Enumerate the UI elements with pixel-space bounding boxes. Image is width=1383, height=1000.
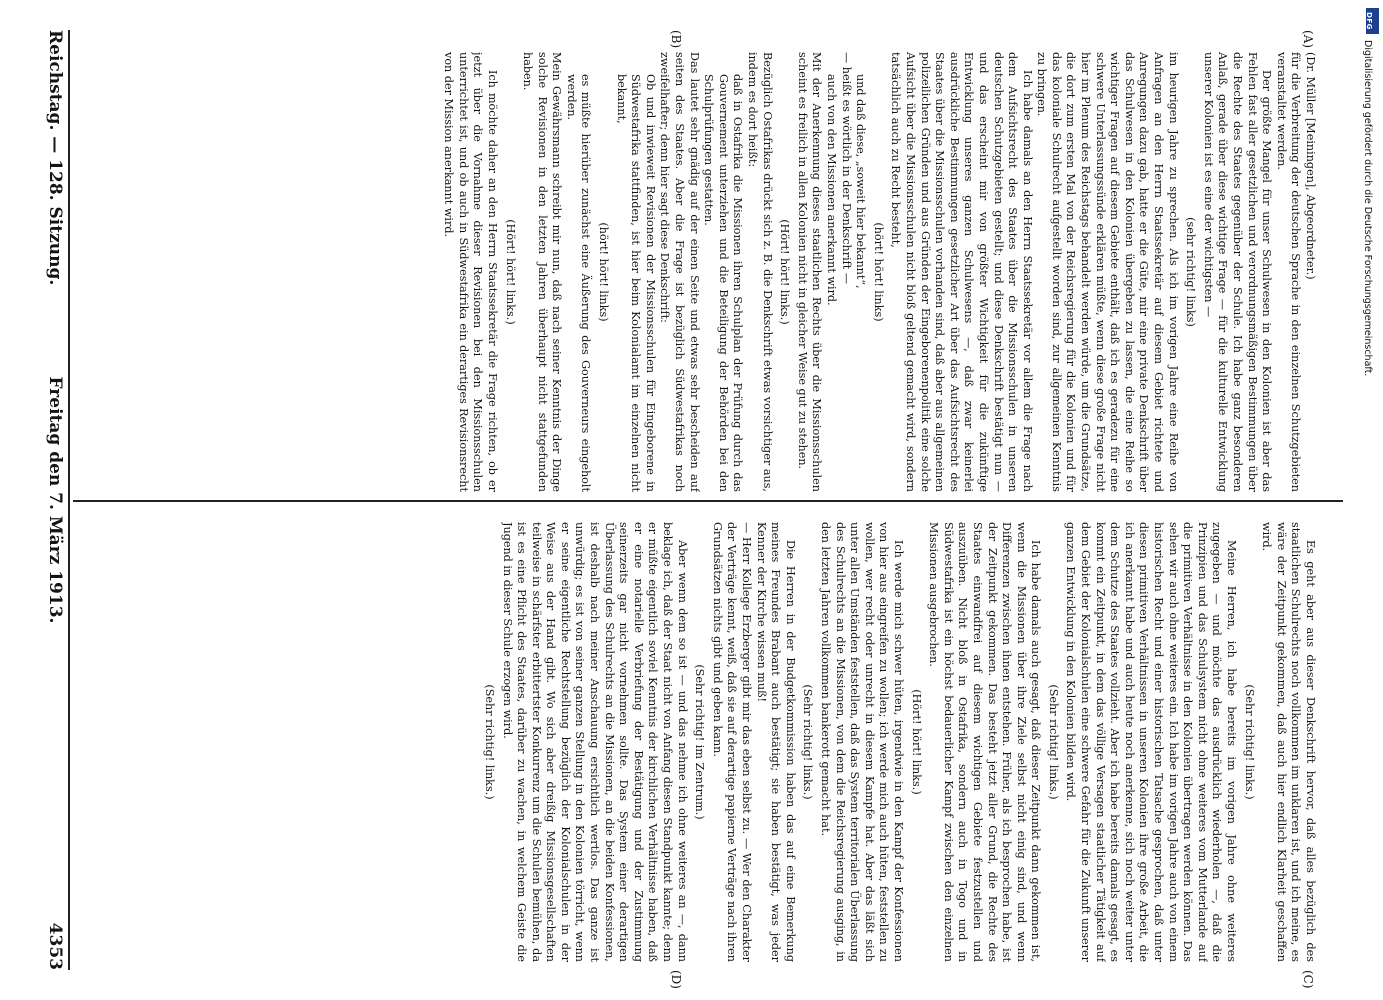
header-session: Reichstag. — 128. Sitzung. [45,30,65,286]
speaker-line: (Dr. Müller [Meiningen], Abgeordneter.) [1304,52,1317,280]
interjection: (hört! hört! links) [597,222,611,322]
column-divider [73,500,1343,502]
margin-mark-c: (C) [1301,970,1315,989]
header-rule [68,30,70,970]
header-date: Freitag den 7. März 1913. [45,376,65,624]
quotation: und daß diese, „soweit hier bekannt“, [854,74,868,289]
page-number: 4353 [45,922,65,970]
paragraph: Mit der Anerkennung dieses staatlichen Rechts über die Missionsschulen scheint es freilich in allen Kolonien nicht in gleicher Weise gut zu stehen. [795,52,824,492]
running-head [35,30,65,970]
interjection: (Hört! hört! links.) [778,219,792,325]
quotation: auch von den Missionen anerkannt wird. [825,74,838,306]
right-column [77,522,1317,962]
interjection: (Hört! hört! links.) [503,219,517,325]
interjection: (Hört! hört! links.) [909,689,923,795]
paragraph: im heurigen Jahre zu sprechen. Als ich im vorigen Jahre eine Reihe von Anfragen an den Herrn Staatssekretär auf diesem Gebiet richtete und Anregungen dazu gab, hatte er die Güte, mir eine private Denkschrift über das Schulwesen in den Kolonien übergeben zu lassen, die eine Reihe so wichtiger Fragen auf diesem Gebiete enthält, daß ich es geradezu für eine schwere Unterlassungssünde erklären müßte, wenn diese große Frage nicht hier im Plenum des Reichstags behandelt werden würde, um die Grundsätze, die dort zum ersten Mal von der Reichsregierung für die Kolonien und für das koloniale Schulrecht aufgestellt worden sind, zur allgemeinen Kenntnis zu bringen. [1035,52,1180,492]
interjection: (Sehr richtig! links.) [1046,684,1060,800]
interjection: (sehr richtig! links) [1184,217,1198,327]
interjection: (Sehr richtig! links.) [1242,684,1256,800]
margin-mark-d: (D) [669,970,683,989]
paragraph: Meine Herren, ich habe bereits im vorigen Jahre ohne weiteres zugegeben — und möchte das ausdrücklich wiederholen —, daß die Prinzipien und das Schulsystem nicht ohne weiteres vom Mutterlande auf die primitiven Verhältnisse in den Kolonien übertragen werden können. Das sehen wir auch ohne weiteres ein. Ich habe im vorigen Jahre auch von einem historischen Recht und einer historischen Tatsache gesprochen, daß unter diesen primitiven Verhältnissen in unseren Kolonien ihre große Arbeit, die ich anerkannt habe und auch heute noch anerkenne, sich noch weiter unter dem Schutze des Staates vollzieht. Aber ich habe bereits damals gesagt, es kommt ein Zeitpunkt, in dem das völlige Versagen staatlicher Tätigkeit auf dem Gebiet der Kolonialschulen eine schwere Gefahr für die Zukunft unserer ganzen Entwicklung in den Kolonien bilden wird. [1064,522,1239,962]
interjection: (Sehr richtig! im Zentrum.) [693,664,707,820]
quotation: Ob und inwieweit Revisionen der Missionsschulen für Eingeborene in Südwestafrika stattfinden, ist hier beim Kolonialamt im einzelnen nicht bekannt, [614,74,657,492]
paragraph: Ich werde mich schwer hüten, irgendwie in den Kampf der Konfessionen von hier aus eingreifen zu wollen; ich werde mich auch hüten, feststellen zu wollen, wer recht oder unrecht in diesem Kampfe hat. Aber das läßt sich unter allen Umständen feststellen, daß das System territorialen Überlassung des Schulrechts an die Missionen, von dem die Reichsregierung ausging, in den letzten Jahren vollkommen bankerott gemacht hat. [819,522,905,962]
paragraph: Aber wenn dem so ist — und das nehme ich ohne weiteres an —, dann beklage ich, daß der Staat nicht von Anfang diesen Standpunkt kannte; denn er müßte eigentlich soviel Kenntnis der kirchlichen Verhältnisse haben, daß er eine notarielle Verbriefung der Bestätigung und der Zustimmung seinerzeits gar nicht vornehmen sollte. Das System einer derartigen Überlassung des Schulrechts an die Missionen, an die beiden Konfessionen, ist deshalb nach meiner Anschauung ersichtlich wertlos. Das ganze ist unwürdig; es ist von seiner ganzen Stellung in den Kolonien törricht, wenn er seine eigentliche Rechtstellung bezüglich der Kolonialschulen in der Weise aus der Hand gibt. Wo sich aber dreißig Missionsgesellschaften teilweise in schärfster erbittertster Konkurrenz um die Schulen bemühen, da ist es eine Pflicht des Staates, darüber zu wachen, in welchem Geiste die Jugend in dieser Schule erzogen wird. [500,522,689,962]
paragraph: Die Herren in der Budgetkommission haben das auf eine Bemerkung meines Freundes Brabant auch bestätigt; sie haben bestätigt, was jeder Kenner der Kirche wissen muß! [754,522,797,962]
interjection: (Sehr richtig! links.) [801,684,815,800]
paragraph: Der größte Mangel für unser Schulwesen in den Kolonien ist aber das Fehlen fast aller gesetzlichen und verordnungsmäßigen Bestimmungen über die Rechte des Staates gegenüber der Schule. Ich habe ganz besonderen Anlaß, gerade über diese wichtige Frage — für die kulturelle Entwicklung unserer Kolonien ist es eine der wichtigsten — [1201,52,1274,492]
paragraph: — heißt es wörtlich in der Denkschrift — [839,52,853,285]
interjection: (hört! hört! links) [871,222,885,322]
paragraph: — Herr Kollege Erzberger gibt mir das eben selbst zu. — Wer den Charakter der Verträge kennt, weiß, daß sie auf derartige papierne Verträge nach ihren Grundsätzen nichts gibt und geben kann. [710,522,754,962]
paragraph: Es geht aber aus dieser Denkschrift hervor, daß alles bezüglich des staatlichen Schulrechts noch vollkommen im unklaren ist, und ich meine, es wäre der Zeitpunkt gekommen, daß auch hier endlich Klarheit geschaffen wird. [1260,522,1317,962]
quotation: daß in Ostafrika die Missionen ihren Schulplan der Prüfung durch das Gouvernement unterziehen und die Beteiligung der Behörden bei den Schulprüfungen gestatten. [702,74,745,492]
left-column [77,52,1317,492]
quotation: es müßte hierüber zunächst eine Äußerung des Gouverneurs eingeholt werden. [564,74,593,492]
paragraph: Ich habe damals auch gesagt, daß dieser Zeitpunkt dann gekommen ist, wenn die Missionen über ihre Ziele selbst nicht einig sind, und wenn Differenzen zwischen ihnen entstehen. Früher, als ich besprochen habe, ist der Zeitpunkt gekommen. Das besteht jetzt aller Grund, die Rechte des Staates einwandfrei auf diesem wichtigen Gebiete festzustellen und auszuüben. Nicht bloß in Ostafrika, sondern auch in Togo und in Südwestafrika ist ein höchst bedauerlicher Kampf zwischen den einzelnen Missionen ausgebrochen. [927,522,1043,962]
digitization-credit: Digitalisierung gefördert durch die Deutsche Forschungsgemeinschaft. [1362,40,1373,377]
paragraph: Mein Gewährsmann schreibt mir nun, daß nach seiner Kenntnis der Dinge solche Revisionen in den letzten Jahren überhaupt nicht stattgefunden haben. [521,52,564,492]
margin-mark-a: (A) [1301,30,1315,49]
paragraph: für die Verbreitung der deutschen Sprache in den einzelnen Schutzgebieten veranstaltet werden. [1274,52,1303,492]
paragraph: Bezüglich Ostafrikas drückt sich z. B. die Denkschrift etwas vorsichtiger aus, indem es dort heißt: [746,52,774,492]
interjection: (Sehr richtig! links.) [482,684,496,800]
margin-mark-b: (B) [669,30,683,49]
paragraph: Ich habe damals an den Herrn Staatssekretär vor allem die Frage nach dem Aufsichtsrecht des Staates über die Missionsschulen in unseren deutschen Schutzgebieten gestellt; und diese Denkschrift bestätigt nun — und das erscheint mir von größter Wichtigkeit für die zukünftige Entwicklung unseres ganzen Schulwesens —, daß zwar keinerlei ausdrückliche Bestimmungen gesetzlicher Art über das Aufsichtsrecht des Staates über die Missionsschulen vorhanden sind, daß aber aus allgemeinen polizeilichen Gründen und aus Gründen der Eingeborenenpolitik eine solche Aufsicht über die Missionsschulen nicht bloß geltend gemacht wird, sondern tatsächlich auch zu Recht besteht, [889,52,1034,492]
paragraph: Ich möchte daher an den Herrn Staatssekretär die Frage richten, ob er jetzt über die Vornahme dieser Revisionen bei den Missionsschulen unterrichtet ist, und ob auch in Südwestafrika ein derartiges Revisionsrecht von der Mission anerkannt wird. [442,52,499,492]
paragraph: Das lautet sehr gnädig auf der einen Seite und etwas sehr bescheiden auf seiten des Staates. Aber die Frage ist bezüglich Südwestafrikas noch zweifelhafter; denn hier sagt diese Denkschrift: [658,52,701,492]
dfg-logo: DFG [1366,8,1379,34]
